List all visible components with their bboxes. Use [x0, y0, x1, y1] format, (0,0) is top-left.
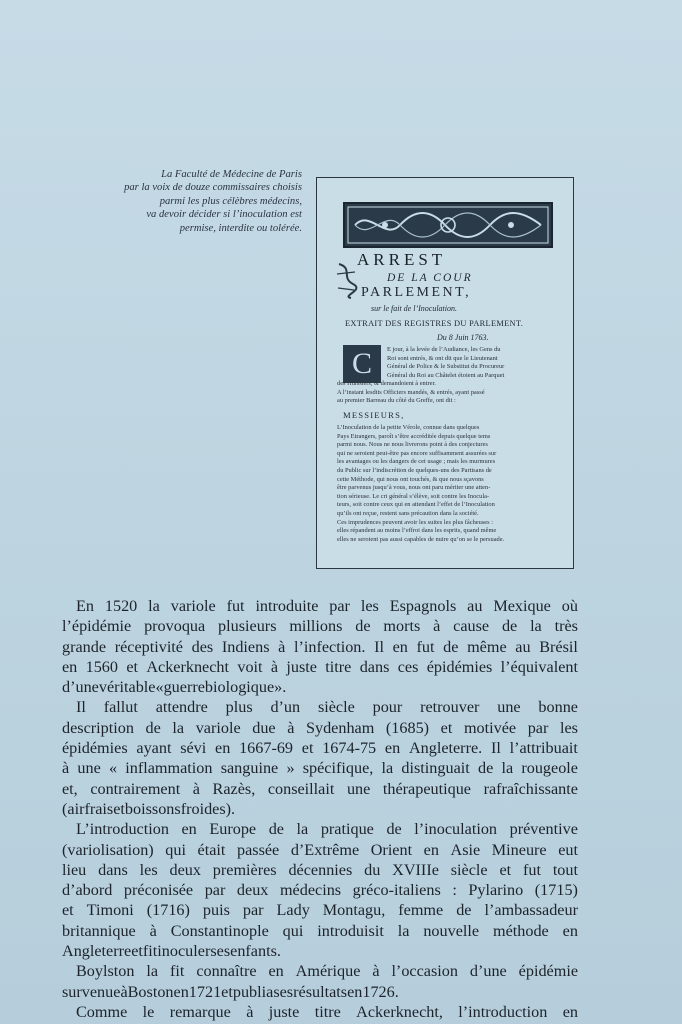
doc-line: au premier Barreau du côté du Greffe, ont dit : — [337, 397, 456, 405]
text-line: (variolisation) qui était passée d’Extrême Orient en Asie Mineure eut — [62, 840, 578, 859]
historical-document-figure — [316, 177, 574, 569]
caption-line: par la voix de douze commissaires choisis — [124, 182, 302, 194]
document-subtitle: DE LA COUR — [387, 272, 473, 284]
text-line: à une « inflammation sanguine » spécifique, la distinguait de la rougeole — [62, 759, 578, 778]
doc-line: qu’ils ont reçue, restent sans précaution dans la société. — [337, 509, 479, 517]
caption-line: va devoir décider si l’inoculation est — [146, 209, 302, 221]
doc-line: A l’instant lesdits Officiers mandés, & entrés, ayant passé — [337, 388, 485, 396]
text-line: épidémies ayant sévi en 1667-69 et 1674-75 en Angleterre. Il l’attribuait — [62, 739, 578, 758]
text-line: l’épidémie provoqua plusieurs millions de morts à cause de la très — [62, 617, 578, 636]
doc-line: les avantages ou les dangers de cet usage ; mais les murmures — [337, 458, 496, 466]
doc-line: Roi sont entrés, & ont dit que le Lieutenant — [387, 354, 498, 362]
document-date: Du 8 Juin 1763. — [437, 333, 489, 342]
doc-line: tion sérieuse. Le cri général s’élève, soit contre les Inocula- — [337, 492, 490, 500]
doc-line: elles répandent au moins l’effroi dans les esprits, quand même — [337, 527, 497, 535]
doc-line: Général de Police & le Substitut du Procureur — [387, 363, 505, 371]
document-paragraph-1a — [387, 346, 557, 380]
doc-line: teurs, soit contre ceux qui en attendant l’effet de l’Inoculation — [337, 501, 495, 509]
ornamental-header-icon — [343, 202, 553, 248]
text-line: d’une véritable « guerre biologique ». — [62, 678, 287, 697]
doc-line: Ces imprudences peuvent avoir les suites les plus fâcheuses : — [337, 518, 493, 526]
text-line: d’abord préconisée par deux médecins gréco-italiens : Pylarino (1715) — [62, 881, 578, 900]
doc-line: Général du Roi au Châtelet étoient au Parquet — [387, 371, 505, 379]
document-subject: sur le fait de l’Inoculation. — [371, 304, 457, 313]
text-line: description de la variole due à Sydenham (1685) et motivée par les — [62, 718, 578, 737]
document-subtitle: PARLEMENT, — [361, 285, 472, 300]
text-line: survenue à Boston en 1721 et publia ses résultats en 1726. — [62, 982, 399, 1001]
text-line: Comme le remarque à juste titre Ackerknecht, l’introduction en — [76, 1002, 578, 1021]
doc-line: elles ne seroient pas aussi capables de nuire qu’on se le persuade. — [337, 535, 505, 543]
document-title: ARREST — [357, 250, 447, 269]
text-line: (air frais et boissons froides). — [62, 799, 236, 818]
text-line: et, contrairement à Razès, conseillait une thérapeutique rafraîchissante — [62, 779, 578, 798]
text-line: En 1520 la variole fut introduite par les Espagnols au Mexique où — [76, 597, 578, 615]
doc-line: des Huissiers, & demandoient à entrer. — [337, 380, 436, 387]
main-text-body — [62, 596, 578, 1022]
doc-line: L’Inoculation de la petite Vérole, connue dans quelques — [337, 424, 480, 431]
doc-line: qui ne seroient peut-être pas encore suffisamment assurées sur — [337, 449, 497, 457]
text-line: lieu dans les deux premières décennies du XVIIIe siècle et fut tout — [62, 860, 578, 879]
document-salutation: MESSIEURS, — [343, 410, 405, 420]
doc-line: E jour, à la levée de l’Audiance, les Gens du — [387, 346, 501, 353]
document-extrait: EXTRAIT DES REGISTRES DU PARLEMENT. — [345, 319, 524, 328]
doc-line: être parvenus jusqu’à vous, nous ont paru mériter une atten- — [337, 484, 491, 492]
doc-line: cette Méthode, qui nous ont touchés, & que nous sçavons — [337, 475, 484, 483]
caption-line: parmi les plus célèbres médecins, — [159, 195, 302, 207]
margin-engraving-icon — [335, 260, 359, 300]
text-line: en 1560 et Ackerknecht voit à juste titre dans ces épidémies l’équivalent — [62, 657, 578, 676]
caption-line: permise, interdite ou tolérée. — [179, 222, 302, 234]
text-line: et Timoni (1716) puis par Lady Montagu, femme de l’ambassadeur — [62, 901, 578, 920]
text-line: Boylston la fit connaître en Amérique à l’occasion d’une épidémie — [76, 962, 578, 981]
document-paragraph-1b — [337, 380, 557, 406]
doc-line: du Public sur l’indiscrétion de quelques-uns des Partisans de — [337, 466, 492, 474]
text-line: grande réceptivité des Indiens à l’infection. Il en fut de même au Brésil — [62, 637, 578, 656]
document-paragraph-2 — [337, 424, 557, 544]
text-line: Angleterre et fit inoculer ses enfants. — [62, 942, 281, 961]
caption-line: La Faculté de Médecine de Paris — [161, 169, 302, 180]
doc-line: parmi nous. Nous ne nous livrerons point à des conjectures — [337, 441, 488, 449]
doc-line: Pays Etrangers, paroît s’être accréditée depuis quelque tems — [337, 432, 491, 440]
drop-capital: C — [343, 345, 381, 383]
figure-caption — [70, 168, 302, 235]
text-line: Il fallut attendre plus d’un siècle pour retrouver une bonne — [76, 698, 578, 717]
text-line: L’introduction en Europe de la pratique de l’inoculation préventive — [76, 820, 578, 839]
text-line: britannique à Constantinople qui introduisit la nouvelle méthode en — [62, 921, 578, 940]
